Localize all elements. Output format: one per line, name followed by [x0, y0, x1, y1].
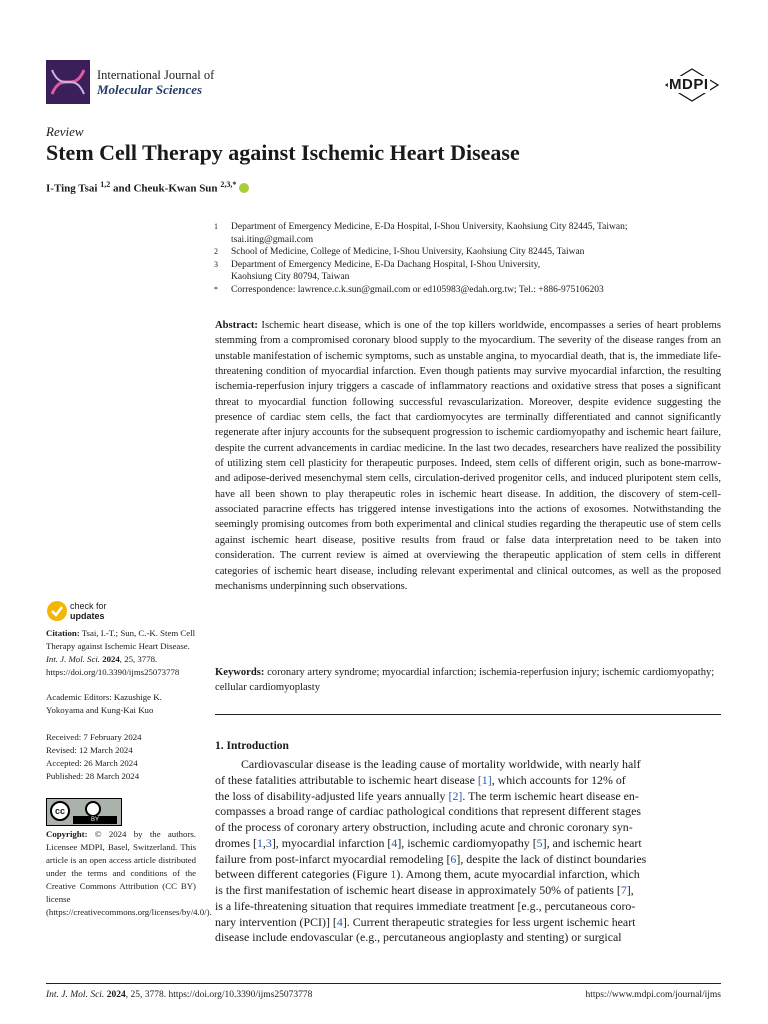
check-for-updates[interactable]	[46, 600, 126, 624]
journal-logo	[46, 60, 90, 104]
date-accepted: Accepted: 26 March 2024	[46, 758, 138, 768]
check-updates-label: check for updates	[70, 601, 107, 621]
citation-label: Citation:	[46, 628, 80, 638]
dates-block	[46, 731, 196, 783]
intro-line: failure from post-infarct myocardial remodeling [6], despite the lack of distinct boundaries	[215, 851, 647, 866]
reference-link[interactable]: 4	[336, 914, 343, 929]
figure-link[interactable]: 1	[390, 867, 397, 882]
author-conjunction: and	[112, 182, 131, 195]
date-published: Published: 28 March 2024	[46, 771, 140, 781]
citation-doi-link[interactable]: https://doi.org/10.3390/ijms25073778	[46, 667, 180, 677]
section-heading: 1. Introduction	[215, 740, 289, 752]
molecule-logo-icon	[46, 60, 90, 104]
reference-link[interactable]: 7	[620, 883, 627, 897]
author-affiliation-marker: 1,2	[100, 180, 111, 189]
affiliation-item	[214, 246, 724, 259]
affiliation-line: tsai.iting@gmail.com	[231, 234, 314, 245]
reference-link[interactable]: 5	[536, 835, 543, 850]
intro-line: is the first manifestation of ischemic heart disease in approximately 50% of patients [7],	[215, 883, 634, 897]
by-person-icon	[85, 801, 101, 817]
footer-divider	[46, 983, 721, 984]
abstract-label: Abstract:	[215, 320, 258, 331]
intro-line: the loss of disability-adjusted life years annually [2]. The term ischemic heart disease en-	[215, 788, 639, 803]
intro-line: nary intervention (PCI)] [4]. Current therapeutic strategies for less urgent ischemic heart	[215, 914, 636, 929]
introduction-body	[215, 757, 721, 946]
reference-link[interactable]: 3	[265, 835, 272, 850]
intro-line: is a life-threatening situation that requires immediate treatment [e.g., percutaneous coro-	[215, 898, 636, 913]
intro-line: disease include endovascular (e.g., percutaneous angioplasty and stenting) or surgical	[215, 930, 622, 945]
journal-name-line2: Molecular Sciences	[97, 82, 203, 97]
date-revised: Revised: 12 March 2024	[46, 745, 133, 755]
citation-year: 2024	[102, 654, 120, 664]
intro-line: compasses a broad range of cardiac pathological conditions that represent different stages	[215, 804, 642, 819]
citation-text: Tsai, I.-T.; Sun, C.-K. Stem Cell Therapy against Ischemic Heart Disease.	[46, 628, 196, 651]
reference-link[interactable]: 1	[256, 835, 263, 850]
keywords-text: coronary artery syndrome; myocardial infarction; ischemia-reperfusion injury; ischemic cardiomyopathy; cellular cardiomyoplasty	[215, 667, 715, 694]
citation-volume: , 25, 3778.	[119, 654, 158, 664]
reference-link[interactable]: [1]	[477, 772, 492, 787]
affiliation-number: 1	[214, 222, 218, 231]
affiliation-line: Department of Emergency Medicine, E-Da Dachang Hospital, I-Shou University,	[231, 259, 541, 270]
orcid-icon[interactable]	[239, 183, 249, 193]
cc-icon: cc	[50, 801, 70, 821]
citation-journal: Int. J. Mol. Sci.	[46, 654, 100, 664]
keywords	[215, 665, 721, 696]
affiliation-item	[214, 221, 724, 246]
author-affiliation-marker: 2,3,*	[220, 180, 237, 189]
footer-citation: Int. J. Mol. Sci. 2024, 25, 3778. https://doi.org/10.3390/ijms25073778	[46, 990, 313, 1000]
intro-line: of these fatalities attributable to ischemic heart disease [1], which accounts for 12% of	[215, 772, 626, 787]
check-updates-icon	[46, 600, 68, 622]
affiliation-item	[214, 259, 724, 284]
by-label: BY	[73, 816, 117, 824]
intro-line: dromes [1,3], myocardial infarction [4], ischemic cardiomyopathy [5], and ischemic heart	[215, 835, 642, 850]
date-received: Received: 7 February 2024	[46, 732, 142, 742]
affiliation-text	[231, 246, 584, 259]
copyright-block	[46, 828, 212, 919]
affiliation-text	[231, 259, 540, 284]
cc-by-license-badge[interactable]	[46, 798, 122, 826]
affiliation-line: Department of Emergency Medicine, E-Da Hospital, I-Shou University, Kaohsiung City 82445, Taiwan;	[231, 222, 628, 232]
intro-line: of the process of coronary artery obstruction, including acute and chronic coronary syn-	[215, 820, 633, 834]
affiliation-number: 2	[214, 247, 218, 256]
copyright-text: © 2024 by the authors. Licensee MDPI, Basel, Switzerland. This article is an open access article distributed under the terms and conditions of the Creative Commons Attribution (CC BY) license (https://creativecommons.org/licenses/by/4.0/).	[46, 829, 212, 917]
author-name[interactable]: Cheuk-Kwan Sun	[133, 182, 218, 195]
section-divider	[215, 714, 721, 715]
intro-line: between different categories (Figure 1). Among them, acute myocardial infarction, which	[215, 867, 640, 882]
affiliation-number: 3	[214, 259, 218, 269]
copyright-label: Copyright:	[46, 829, 88, 839]
citation-block	[46, 627, 198, 679]
journal-name-line1: International Journal of	[97, 68, 215, 82]
keywords-label: Keywords:	[215, 667, 265, 678]
academic-editors: Academic Editors: Kazushige K. Yokoyama and Kung-Kai Kuo	[46, 692, 162, 715]
reference-link[interactable]: 6	[450, 851, 457, 866]
mdpi-logo[interactable]	[664, 68, 720, 102]
affiliation-text	[231, 284, 604, 297]
abstract-text: Ischemic heart disease, which is one of the top killers worldwide, encompasses a series of heart problems stemming from a compromised coronary blood supply to the myocardium. The severity of the disease ranges from an unstable manifestation of ischemic symptoms, such as unstable angina, to myocardial death, that is, the immediate life-threatening condition of myocardial infarction. Even though patients may survive myocardial infarction, the resulting ischemia-reperfusion injury triggers a cascade of inflammatory reactions and oxidative stress that poses a significant threat to myocardial function following successful revascularization. Moreover, despite evidence suggesting the presence of cardiac stem cells, the fact that cardiomyocytes are terminally differentiated and cannot significantly regenerate after injury accounts for the subsequent progression to ischemic cardiomyopathy and ischemic heart failure, despite the current advancements in cardiac medicine. In the last two decades, researchers have realized the possibility of utilizing stem cell plasticity for therapeutic purposes. Indeed, stem cells of different origin, such as bone-marrow- and adipose-derived mesenchymal stem cells, circulation-derived progenitor cells, and induced pluripotent stem cells, have all been shown to play therapeutic roles in ischemic heart disease. In addition, the discovery of stem-cell-associated paracrine effects has triggered intense investigations into the actions of exosomes. Notwithstanding the seemingly promising outcomes from both experimental and clinical studies regarding the therapeutic use of stem cells against ischemic heart disease, positive results from fraud or false data interpretation need to be taken into consideration. The current review is aimed at overviewing the therapeutic application of stem cells in different categories of ischemic heart disease, including relevant experimental and clinical outcomes, as well as the proposed mechanisms underpinning such observations.	[215, 320, 721, 592]
article-type: Review	[46, 124, 84, 139]
affiliation-line: Kaohsiung City 80794, Taiwan	[231, 272, 350, 282]
affiliations	[214, 221, 724, 296]
affiliation-item	[214, 284, 724, 297]
publisher-name: MDPI	[669, 76, 709, 93]
article-title: Stem Cell Therapy against Ischemic Heart Disease	[46, 140, 520, 165]
reference-link[interactable]: [2]	[448, 788, 463, 803]
abstract	[215, 318, 721, 594]
affiliation-text	[231, 221, 628, 246]
reference-link[interactable]: 4	[391, 835, 398, 850]
intro-line: Cardiovascular disease is the leading cause of mortality worldwide, with nearly half	[241, 757, 641, 771]
footer-journal-url[interactable]: https://www.mdpi.com/journal/ijms	[585, 990, 721, 1000]
affiliation-line: Correspondence: lawrence.c.k.sun@gmail.com or ed105983@edah.org.tw; Tel.: +886-975106203	[231, 284, 604, 295]
author-list	[46, 180, 249, 195]
author-name[interactable]: I-Ting Tsai	[46, 182, 98, 195]
affiliation-number: *	[214, 284, 218, 294]
affiliation-line: School of Medicine, College of Medicine, I-Shou University, Kaohsiung City 82445, Taiwan	[231, 247, 585, 257]
